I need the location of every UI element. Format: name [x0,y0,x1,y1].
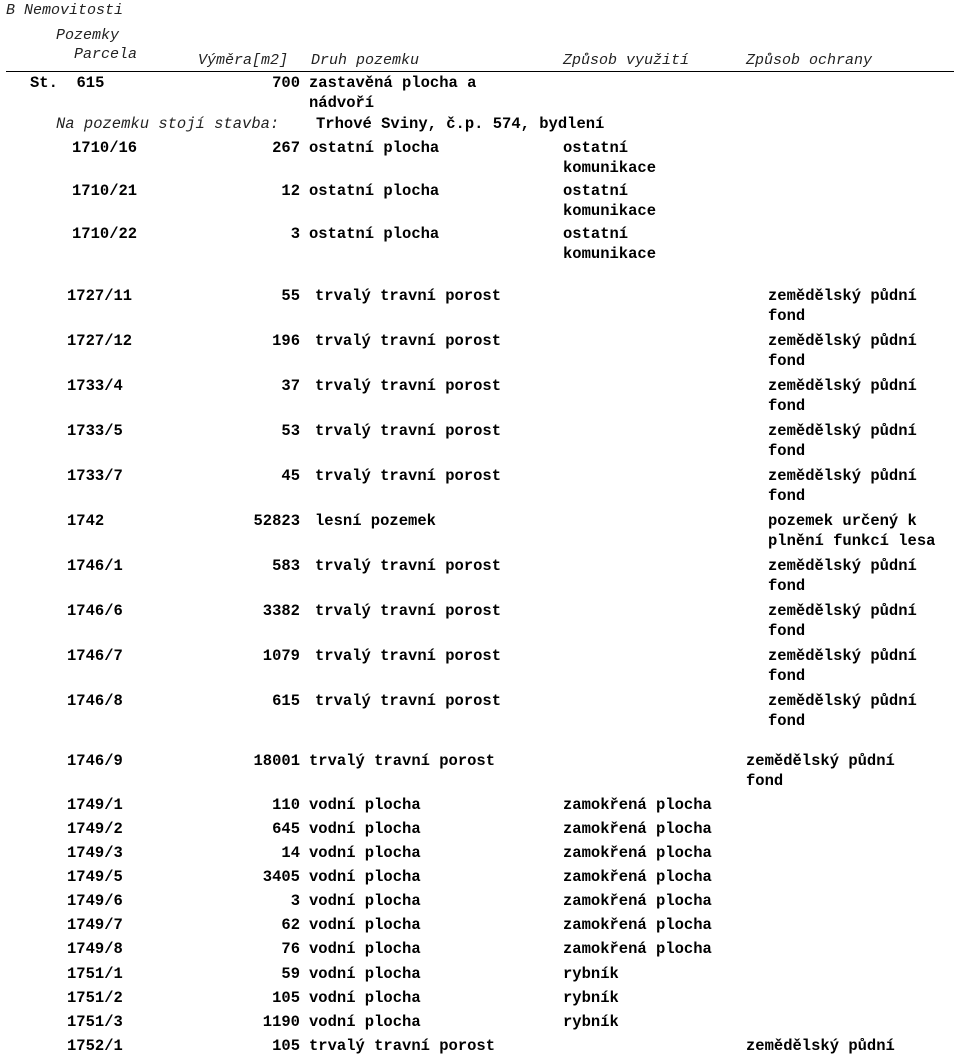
cell-druh-pozemku: ostatní plocha [309,182,440,200]
cell-parcela: 1746/9 [67,752,123,770]
cell-druh-pozemku: trvalý travní porost [315,377,502,395]
cell-zpusob-vyuziti: rybník [563,989,619,1007]
cell-parcela: 1733/7 [67,467,123,485]
cell-parcela: 1749/8 [67,940,123,958]
cell-zpusob-ochrany: pozemek určený k plnění funkcí lesa [768,512,936,550]
header-pozemky: Pozemky [56,27,120,44]
stavba-value: Trhové Sviny, č.p. 574, bydlení [316,115,605,133]
cell-parcela: 1727/11 [67,287,133,305]
cell-zpusob-ochrany: zemědělský půdní fond [768,557,917,595]
cell-parcela: 1751/1 [67,965,123,983]
cell-druh-pozemku: trvalý travní porost [315,422,502,440]
cell-parcela: 1733/5 [67,422,123,440]
cell-vymera: 3405 [262,868,300,886]
cell-druh-pozemku: ostatní plocha [309,225,440,243]
cell-zpusob-vyuziti: zamokřená plocha [563,868,712,886]
cell-druh-pozemku: trvalý travní porost [315,692,502,710]
cell-vymera: 18001 [253,752,300,770]
cell-zpusob-ochrany: zemědělský půdní fond [768,287,917,325]
cell-parcela: 1751/3 [67,1013,123,1031]
cell-druh-pozemku: trvalý travní porost [309,1037,496,1055]
cell-zpusob-vyuziti: zamokřená plocha [563,916,712,934]
cell-zpusob-ochrany: zemědělský půdní fond [768,422,917,460]
header-parcela: Parcela [74,46,138,63]
header-zpusob-vyuziti: Způsob využití [563,52,690,69]
cell-vymera: 267 [272,139,300,157]
cell-vymera: 700 [272,74,300,92]
cell-vymera: 53 [281,422,300,440]
cell-druh-pozemku: vodní plocha [309,940,421,958]
cell-vymera: 62 [281,916,300,934]
stavba-label: Na pozemku stojí stavba: [56,115,280,133]
cell-druh-pozemku: vodní plocha [309,892,421,910]
cell-zpusob-ochrany: zemědělský půdní fond [768,332,917,370]
cell-vymera: 37 [281,377,300,395]
cell-parcela: 1710/21 [72,182,138,200]
cell-zpusob-vyuziti: zamokřená plocha [563,940,712,958]
cell-vymera: 59 [281,965,300,983]
cell-zpusob-vyuziti: ostatní komunikace [563,225,657,263]
cell-zpusob-ochrany: zemědělský půdní fond [768,377,917,415]
cell-druh-pozemku: trvalý travní porost [315,557,502,575]
cell-zpusob-vyuziti: zamokřená plocha [563,844,712,862]
cell-zpusob-ochrany: zemědělský půdní [746,1037,895,1055]
header-zpusob-ochrany: Způsob ochrany [746,52,873,69]
section-title: B Nemovitosti [6,2,124,19]
cell-parcela: 1710/16 [72,139,138,157]
cell-vymera: 55 [281,287,300,305]
cell-vymera: 12 [281,182,300,200]
cell-druh-pozemku: vodní plocha [309,820,421,838]
cell-parcela: 1749/1 [67,796,123,814]
cell-vymera: 14 [281,844,300,862]
cell-parcela: 1746/7 [67,647,123,665]
cell-druh-pozemku: vodní plocha [309,916,421,934]
cell-druh-pozemku: zastavěná plocha a nádvoří [309,74,477,112]
cell-zpusob-ochrany: zemědělský půdní fond [768,602,917,640]
cell-vymera: 645 [272,820,300,838]
cell-vymera: 1190 [262,1013,300,1031]
cell-vymera: 52823 [253,512,300,530]
cell-druh-pozemku: vodní plocha [309,1013,421,1031]
cell-vymera: 3 [290,225,300,243]
cell-parcela: 1746/6 [67,602,123,620]
cell-parcela: 1749/6 [67,892,123,910]
cell-parcela: 1742 [67,512,105,530]
cell-vymera: 110 [272,796,300,814]
cell-parcela: 1746/1 [67,557,123,575]
cell-vymera: 105 [272,989,300,1007]
header-rule [6,71,954,72]
cell-zpusob-vyuziti: zamokřená plocha [563,820,712,838]
cell-zpusob-vyuziti: ostatní komunikace [563,139,657,177]
cell-druh-pozemku: trvalý travní porost [315,332,502,350]
cell-vymera: 45 [281,467,300,485]
cell-druh-pozemku: trvalý travní porost [315,467,502,485]
cell-parcela: 1752/1 [67,1037,123,1055]
cell-parcela: 1727/12 [67,332,133,350]
cell-parcela: 1733/4 [67,377,123,395]
cell-druh-pozemku: vodní plocha [309,868,421,886]
cell-parcela: 1749/3 [67,844,123,862]
cell-druh-pozemku: vodní plocha [309,796,421,814]
cell-zpusob-vyuziti: ostatní komunikace [563,182,657,220]
cell-vymera: 76 [281,940,300,958]
cell-zpusob-ochrany: zemědělský půdní fond [746,752,895,790]
cell-parcela: 1749/7 [67,916,123,934]
cell-parcela: St. 615 [30,74,105,92]
header-druh-pozemku: Druh pozemku [311,52,420,69]
cell-druh-pozemku: trvalý travní porost [315,602,502,620]
cell-vymera: 3382 [262,602,300,620]
cell-druh-pozemku: trvalý travní porost [309,752,496,770]
header-vymera: Výměra[m2] [198,52,289,69]
cell-druh-pozemku: vodní plocha [309,965,421,983]
cell-druh-pozemku: vodní plocha [309,844,421,862]
cell-zpusob-vyuziti: rybník [563,965,619,983]
cell-parcela: 1749/2 [67,820,123,838]
cell-parcela: 1749/5 [67,868,123,886]
cell-vymera: 3 [290,892,300,910]
cell-zpusob-vyuziti: zamokřená plocha [563,892,712,910]
cell-druh-pozemku: vodní plocha [309,989,421,1007]
cell-zpusob-ochrany: zemědělský půdní fond [768,647,917,685]
cell-parcela: 1751/2 [67,989,123,1007]
cell-druh-pozemku: ostatní plocha [309,139,440,157]
cell-vymera: 196 [272,332,300,350]
cell-zpusob-vyuziti: rybník [563,1013,619,1031]
cell-parcela: 1746/8 [67,692,123,710]
cell-druh-pozemku: trvalý travní porost [315,287,502,305]
cell-zpusob-vyuziti: zamokřená plocha [563,796,712,814]
cell-vymera: 583 [272,557,300,575]
cell-druh-pozemku: trvalý travní porost [315,647,502,665]
cell-vymera: 1079 [262,647,300,665]
cell-zpusob-ochrany: zemědělský půdní fond [768,467,917,505]
cell-zpusob-ochrany: zemědělský půdní fond [768,692,917,730]
cell-vymera: 615 [272,692,300,710]
cell-parcela: 1710/22 [72,225,138,243]
cell-druh-pozemku: lesní pozemek [315,512,436,530]
cell-vymera: 105 [272,1037,300,1055]
